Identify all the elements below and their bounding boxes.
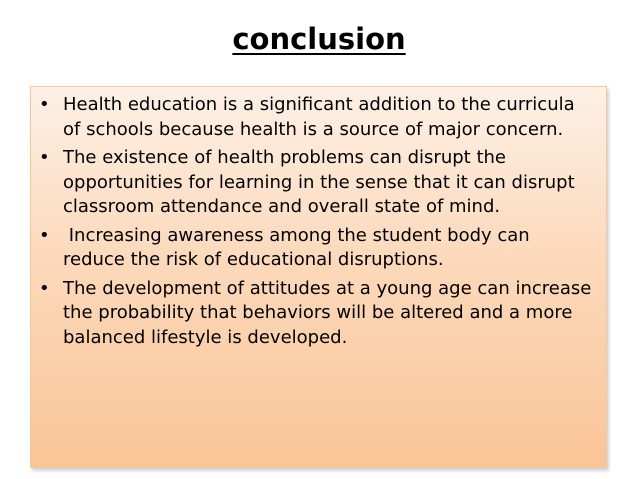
slide-title: conclusion (232, 22, 406, 56)
bullet-text: The existence of health problems can disrupt the opportunities for learning in the sense that it can disrupt classroom attendance and overall state of mind. (63, 147, 575, 217)
bullet-item (37, 93, 596, 142)
bullet-text: The development of attitudes at a young age can increase the probability that behaviors will be altered and a more balanced lifestyle is developed. (63, 277, 592, 348)
bullet-dot-icon: • (39, 147, 50, 168)
bullet-item (37, 224, 596, 273)
bullet-text: Health education is a significant addition to the curricula of schools because health is a source of major concern. (63, 94, 575, 140)
bullet-dot-icon: • (39, 277, 50, 299)
bullet-list (31, 87, 606, 350)
bullet-item (37, 277, 596, 351)
bullet-item (37, 146, 596, 220)
content-box (30, 86, 607, 468)
bullet-dot-icon: • (39, 224, 50, 246)
bullet-text: Increasing awareness among the student body can reduce the risk of educational disruptions. (63, 224, 536, 270)
bullet-dot-icon: • (39, 94, 50, 115)
